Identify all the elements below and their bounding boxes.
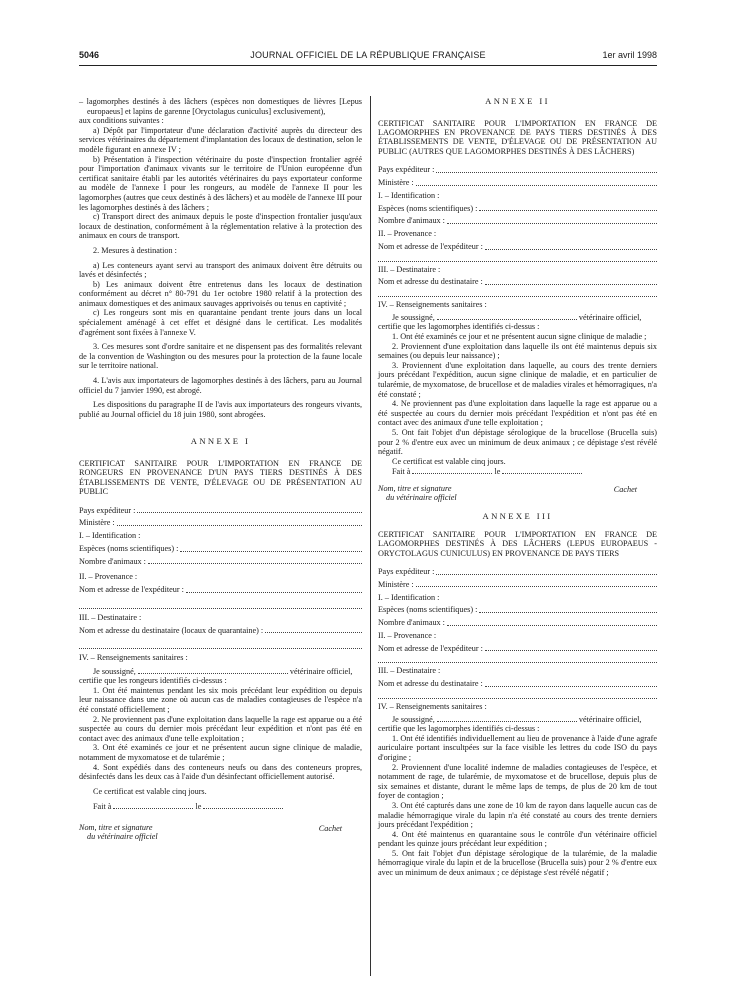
annex-2-certificate-title: CERTIFICAT SANITAIRE POUR L'IMPORTATION EN FRANCE DE LAGOMORPHES EN PROVENANCE DE PAYS TIERS DESTINÉS À DES ÉTABLISSEMENTS DE VENTE, D'ÉLEVAGE OU DE PRÉSENTATION AU PUBLIC (AUTRES QUE LAGOMORPHES DESTINÉS À DES LÂCHERS): [378, 118, 657, 156]
point-4: 4. L'avis aux importateurs de lagomorphes destinés à des lâchers, paru au Journal officiel du 7 janvier 1990, est abrogé.: [79, 376, 362, 395]
measure-c: c) Les rongeurs sont mis en quarantaine pendant trente jours dans un local spécialement aménagé à cet effet et désigné dans le certificat. Les modalités d'agrément sont fixées à l'annexe V.: [79, 308, 362, 337]
intro-dash-item: – lagomorphes destinés à des lâchers (espèces non domestiques de lièvres [Lepus europaeus] et lapins de garenne [Oryctolagus cuniculus] exclusivement),: [79, 97, 362, 116]
field-continuation-line[interactable]: [378, 287, 657, 297]
header-rule: [79, 65, 657, 66]
place-field[interactable]: [113, 801, 193, 809]
date-field[interactable]: [203, 801, 283, 809]
section-renseignements: IV. – Renseignements sanitaires :: [378, 701, 487, 711]
section-destinataire: III. – Destinataire :: [378, 666, 441, 676]
signature-label: Nom, titre et signature: [79, 823, 153, 832]
field-nom-expediteur[interactable]: Nom et adresse de l'expéditeur :: [378, 644, 657, 654]
field-continuation-line[interactable]: [79, 599, 362, 609]
issue-date: 1er avril 1998: [602, 50, 657, 60]
signature-block: [378, 485, 657, 502]
field-continuation-line[interactable]: [79, 639, 362, 649]
soussigne-line: Je soussigné, vétérinaire officiel,: [93, 666, 353, 676]
field-nombre-animaux[interactable]: Nombre d'animaux :: [79, 557, 362, 567]
fait-a-line: Fait à le: [378, 466, 657, 477]
signature-block: [79, 824, 362, 841]
certifie-line: certifie que les rongeurs identifiés ci-dessus :: [79, 676, 227, 686]
column-divider: [370, 96, 371, 976]
annex-1-certificate-title: CERTIFICAT SANITAIRE POUR L'IMPORTATION EN FRANCE DE RONGEURS EN PROVENANCE D'UN PAYS TIERS DESTINÉS À DES ÉTABLISSEMENTS DE VENTE, D'ÉLEVAGE OU DE PRÉSENTATION AU PUBLIC: [79, 459, 362, 497]
right-column: [378, 97, 657, 878]
closing-paragraph: Les dispositions du paragraphe II de l'avis aux importateurs des rongeurs vivants, publié au Journal officiel du 18 juin 1980, sont abrogées.: [79, 400, 362, 419]
conditions-lead: aux conditions suivantes :: [79, 116, 164, 126]
field-nom-destinataire[interactable]: Nom et adresse du destinataire (locaux de quarantaine) :: [79, 626, 362, 636]
field-nom-destinataire[interactable]: Nom et adresse du destinataire :: [378, 679, 657, 689]
condition-c: c) Transport direct des animaux depuis le poste d'inspection frontalier jusqu'aux locaux de destination, conformément à la réglementation relative à la protection des animaux en cours de transport.: [79, 212, 362, 241]
soussigne-line: Je soussigné, vétérinaire officiel,: [392, 312, 642, 322]
signature-label: Nom, titre et signature: [378, 483, 452, 493]
place-field[interactable]: [412, 466, 492, 474]
lagomorph-condition-2: 2. Proviennent d'une exploitation dans laquelle ils ont été maintenus depuis six semaines (ou depuis leur naissance) ;: [378, 341, 657, 361]
certifie-line: certifie que les lagomorphes identifiés ci-dessus :: [378, 724, 540, 734]
lagomorph-condition-5: 5. Ont fait l'objet d'un dépistage sérologique de la brucellose (Brucella suis) pour 2 % d'entre eux avec un minimum de deux animaux ; ce dépistage s'est révélé négatif.: [378, 427, 657, 457]
field-pays-expediteur[interactable]: Pays expéditeur :: [378, 567, 657, 577]
field-pays-expediteur[interactable]: Pays expéditeur :: [378, 165, 657, 175]
validity-note: Ce certificat est valable cinq jours.: [392, 456, 506, 466]
signature-label-2: du vétérinaire officiel: [87, 831, 158, 841]
validity-note: Ce certificat est valable cinq jours.: [93, 786, 207, 796]
field-nombre-animaux[interactable]: Nombre d'animaux :: [378, 216, 657, 226]
release-condition-3: 3. Ont été capturés dans une zone de 10 km de rayon dans laquelle aucun cas de maladie hémorragique virale du lapin n'a été constaté au cours des trente derniers jours précédant l'expédition ;: [378, 800, 657, 830]
section-identification: I. – Identification :: [79, 531, 141, 541]
page-number: 5046: [79, 50, 100, 60]
measure-a: a) Les conteneurs ayant servi au transport des animaux doivent être détruits ou lavés et désinfectés ;: [79, 260, 362, 280]
field-ministere[interactable]: Ministère :: [378, 178, 657, 188]
lagomorph-condition-1: 1. Ont été examinés ce jour et ne présentent aucun signe clinique de maladie ;: [392, 332, 647, 342]
veterinarian-name-field[interactable]: [437, 714, 577, 722]
annex-3-title: ANNEXE III: [482, 511, 553, 522]
rodent-condition-2: 2. Ne proviennent pas d'une exploitation dans laquelle la rage est apparue ou a été suspectée au cours du dernier mois précédant leur expédition et n'ont pas été en contact avec des animaux d'une telle exploitation ;: [79, 714, 362, 743]
annex-2-title: ANNEXE II: [485, 96, 550, 106]
field-continuation-line[interactable]: [378, 252, 657, 262]
field-nom-expediteur[interactable]: Nom et adresse de l'expéditeur :: [378, 242, 657, 252]
soussigne-line: Je soussigné, vétérinaire officiel,: [392, 714, 642, 724]
section-renseignements: IV. – Renseignements sanitaires :: [378, 300, 487, 310]
section-provenance: II. – Provenance :: [378, 229, 437, 239]
date-field[interactable]: [502, 466, 582, 474]
measure-b: b) Les animaux doivent être entretenus dans les locaux de destination conformément au décret n° 80-791 du 1er octobre 1980 relatif à la protection des animaux domestiques et des animaux sauvages apprivoisés ou tenus en captivité ;: [79, 279, 362, 308]
page-header: [79, 50, 657, 64]
journal-title: JOURNAL OFFICIEL DE LA RÉPUBLIQUE FRANÇAISE: [250, 50, 486, 60]
rodent-condition-4: 4. Sont expédiés dans des conteneurs neufs ou dans des conteneurs propres, désinfectés dans les deux cas à l'aide d'un désinfectant officiellement autorisé.: [79, 762, 362, 782]
left-column: [79, 97, 362, 841]
section-identification: I. – Identification :: [378, 190, 440, 200]
fait-a-line: Fait à le: [79, 801, 362, 812]
stamp-label: Cachet: [318, 824, 342, 833]
condition-a: a) Dépôt par l'importateur d'une déclaration d'activité auprès du directeur des services vétérinaires du département d'implantation des locaux de destination, selon le modèle figurant en annexe IV ;: [79, 125, 362, 154]
point-2: 2. Mesures à destination :: [93, 245, 177, 255]
field-ministere[interactable]: Ministère :: [79, 518, 362, 528]
section-provenance: II. – Provenance :: [79, 572, 138, 582]
field-continuation-line[interactable]: [378, 689, 657, 699]
field-pays-expediteur[interactable]: Pays expéditeur :: [79, 506, 362, 516]
annex-1-title: ANNEXE I: [190, 436, 251, 447]
point-3: 3. Ces mesures sont d'ordre sanitaire et ne dispensent pas des formalités relevant de la convention de Washington ou des mesures pour la protection de la faune locale sur le territoire national.: [79, 342, 362, 371]
veterinarian-name-field[interactable]: [437, 312, 577, 320]
field-especes[interactable]: Espèces (noms scientifiques) :: [79, 544, 362, 554]
lagomorph-condition-4: 4. Ne proviennent pas d'une exploitation dans laquelle la rage est apparue ou a été suspectée au cours du dernier mois précédant l'expédition et n'ont pas été en contact avec des animaux d'une telle exploitation ;: [378, 399, 657, 428]
rodent-condition-3: 3. Ont été examinés ce jour et ne présentent aucun signe clinique de maladie, notamment de myxomatose et de tularémie ;: [79, 743, 362, 763]
field-especes[interactable]: Espèces (noms scientifiques) :: [378, 605, 657, 615]
stamp-label: Cachet: [613, 484, 637, 494]
rodent-condition-1: 1. Ont été maintenus pendant les six mois précédant leur expédition ou depuis leur naissance dans une zone où aucun cas de maladies contagieuses de l'espèce n'a été constaté officiellement ;: [79, 685, 362, 715]
condition-b: b) Présentation à l'inspection vétérinaire du poste d'inspection frontalier agréé pour l'importation d'animaux vivants sur le territoire de l'Union européenne d'un certificat sanitaire établi par les autorités vétérinaires du pays exportateur conforme au modèle de l'annexe I pour les rongeurs, au modèle de l'annexe II pour les lagomorphes (autres que ceux destinés à des lâchers) et au modèle de l'annexe III pour les lagomorphes destinés à des lâchers ;: [79, 154, 362, 212]
release-condition-4: 4. Ont été maintenus en quarantaine sous le contrôle d'un vétérinaire officiel pendant les quinze jours précédant leur expédition ;: [378, 829, 657, 849]
section-identification: I. – Identification :: [378, 592, 440, 602]
section-destinataire: III. – Destinataire :: [79, 612, 142, 622]
release-condition-5: 5. Ont fait l'objet d'un dépistage sérologique de la tularémie, de la maladie hémorragique virale du lapin et de la brucellose (Brucella suis) pour 2 % d'entre eux avec un minimum de deux animaux ; ce dépistage s'est révélé négatif ;: [378, 848, 657, 878]
release-condition-1: 1. Ont été identifiés individuellement au lieu de provenance à l'aide d'une agrafe auriculaire portant inscultpées sur la face visible les lettres du code ISO du pays d'origine ;: [378, 733, 657, 762]
field-nombre-animaux[interactable]: Nombre d'animaux :: [378, 618, 657, 628]
veterinarian-name-field[interactable]: [138, 666, 288, 674]
section-provenance: II. – Provenance :: [378, 630, 437, 640]
field-nom-destinataire[interactable]: Nom et adresse du destinataire :: [378, 277, 657, 287]
release-condition-2: 2. Proviennent d'une localité indemne de maladies contagieuses de l'espèce, et notamment de rage, de tularémie, de myxomatose et de brucellose, depuis plus de six semaines et distante, durant le même laps de temps, de plus de 20 km de tout foyer de contagion ;: [378, 762, 657, 801]
annex-3-certificate-title: CERTIFICAT SANITAIRE POUR L'IMPORTATION EN FRANCE DE LAGOMORPHES DESTINÉS À DES LÂCHERS (LEPUS EUROPAEUS - ORYCTOLAGUS CUNICULUS) EN PROVENANCE DE PAYS TIERS: [378, 529, 657, 558]
lagomorph-condition-3: 3. Proviennent d'une exploitation dans laquelle, au cours des trente derniers jours précédant l'expédition, aucun signe clinique de maladie, et en particulier de tularémie, de myxomatose, de brucellose et de maladies virales et hémorragiques, n'a été constaté ;: [378, 360, 657, 399]
field-continuation-line[interactable]: [378, 653, 657, 663]
section-destinataire: III. – Destinataire :: [378, 264, 441, 274]
field-especes[interactable]: Espèces (noms scientifiques) :: [378, 204, 657, 214]
certifie-line: certifie que les lagomorphes identifiés ci-dessus :: [378, 322, 540, 332]
section-renseignements: IV. – Renseignements sanitaires :: [79, 653, 188, 663]
field-ministere[interactable]: Ministère :: [378, 580, 657, 590]
signature-label-2: du vétérinaire officiel: [386, 492, 457, 502]
field-nom-expediteur[interactable]: Nom et adresse de l'expéditeur :: [79, 585, 362, 595]
